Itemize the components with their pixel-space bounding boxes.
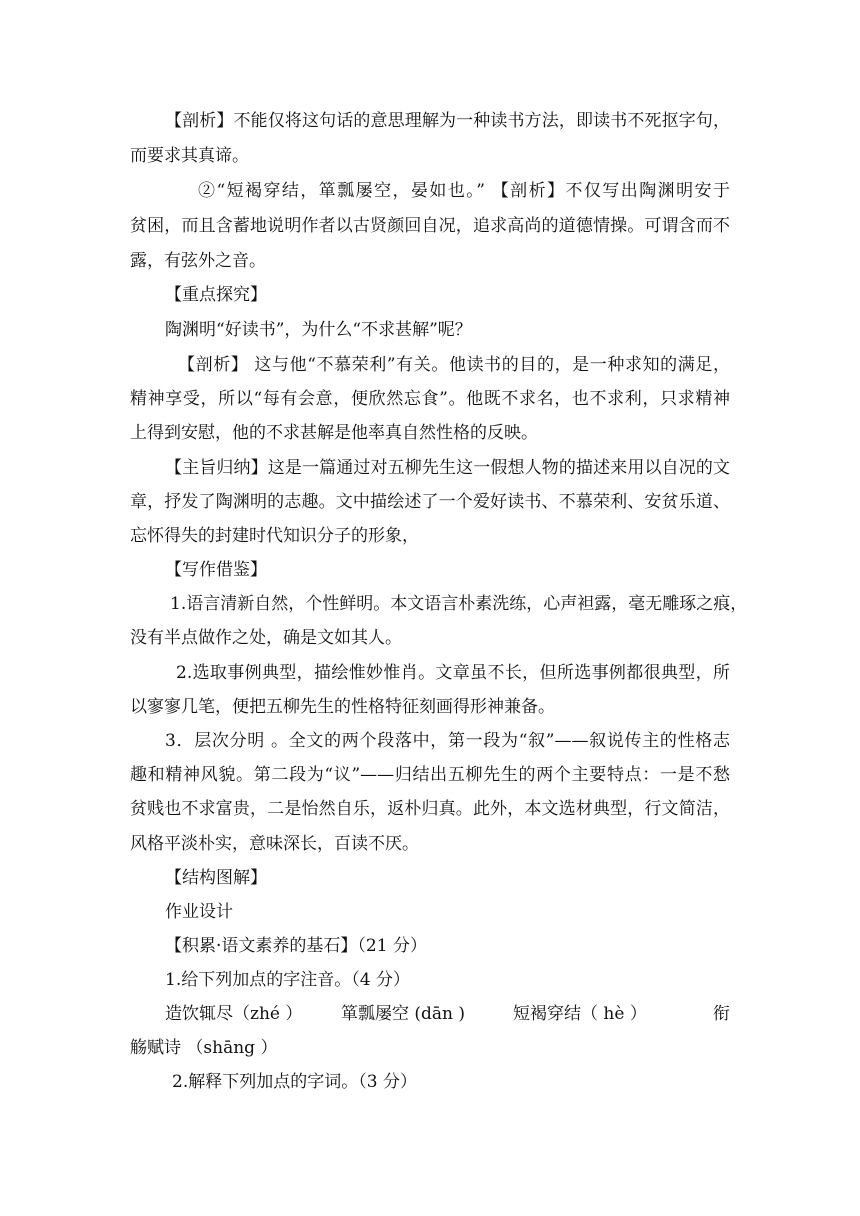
writing-point-3-cont: 趣和精神风貌。第二段为“议”——归结出五柳先生的两个主要特点：一是不愁 <box>130 765 730 785</box>
analysis-paragraph-1-cont: 而要求其真谛。 <box>130 146 249 166</box>
writing-point-2: 2.选取事例典型，描绘惟妙惟肖。文章虽不长，但所选事例都很典型，所 <box>176 663 730 683</box>
question-1: 1.给下列加点的字注音。（4 分） <box>165 970 410 990</box>
theme-summary-cont: 章，抒发了陶渊明的志趣。文中描绘述了一个爱好读书、不慕荣利、安贫乐道、 <box>130 492 730 512</box>
inquiry-analysis: 【剖析】 这与他“不慕荣利”有关。他读书的目的，是一种求知的满足， <box>178 355 730 375</box>
writing-point-2-cont: 以寥寥几笔，便把五柳先生的性格特征刻画得形神兼备。 <box>130 697 555 717</box>
theme-summary-end: 忘怀得失的封建时代知识分子的形象， <box>130 526 419 546</box>
section-heading-accumulation: 【积累·语文素养的基石】（21 分） <box>165 936 427 956</box>
section-heading-structure: 【结构图解】 <box>165 868 267 888</box>
writing-point-3-end: 风格平淡朴实，意味深长，百读不厌。 <box>130 834 419 854</box>
analysis-paragraph-1: 【剖析】不能仅将这句话的意思理解为一种读书方法，即读书不死抠字句， <box>165 111 730 131</box>
pinyin-item-4: 衔 <box>713 1004 730 1024</box>
writing-point-3: 3．层次分明 。全文的两个段落中，第一段为“叙”——叙说传主的性格志 <box>165 731 730 751</box>
writing-point-3-cont2: 贫贱也不求富贵，二是怡然自乐，返朴归真。此外，本文选材典型，行文简洁， <box>130 799 730 819</box>
theme-summary: 【主旨归纳】这是一篇通过对五柳先生这一假想人物的描述来用以自况的文 <box>165 458 730 478</box>
pinyin-row-cont: 觞赋诗 （shāng ） <box>130 1038 278 1058</box>
section-heading-key-inquiry: 【重点探究】 <box>165 285 267 305</box>
inquiry-analysis-cont: 精神享受，所以“每有会意，便欣然忘食”。他既不求名，也不求利，只求精神 <box>130 389 730 409</box>
pinyin-item-3: 短褐穿结（ hè ） <box>513 1004 647 1024</box>
question-2: 2.解释下列加点的字词。（3 分） <box>172 1072 417 1092</box>
quote-2-analysis: 贫困，而且含蓄地说明作者以古贤颜回自况，追求高尚的道德情操。可谓含而不 <box>130 216 730 236</box>
pinyin-item-1: 造饮辄尽（zhé ） <box>165 1004 303 1024</box>
pinyin-item-2: 箪瓢屡空 (dān ) <box>341 1004 466 1024</box>
writing-point-1: 1.语言清新自然，个性鲜明。本文语言朴素洗练，心声袒露，毫无雕琢之痕， <box>170 594 748 614</box>
quote-2-analysis-end: 露，有弦外之音。 <box>130 251 266 271</box>
writing-point-1-cont: 没有半点做作之处，确是文如其人。 <box>130 628 402 648</box>
inquiry-question: 陶渊明“好读书”，为什么“不求甚解”呢？ <box>165 320 472 340</box>
inquiry-analysis-end: 上得到安慰，他的不求甚解是他率真自然性格的反映。 <box>130 423 538 443</box>
quote-2-line: ②“短褐穿结，箪瓢屡空，晏如也。” 【剖析】不仅写出陶渊明安于 <box>198 181 730 201</box>
section-heading-homework: 作业设计 <box>165 902 233 922</box>
section-heading-writing: 【写作借鉴】 <box>165 560 267 580</box>
